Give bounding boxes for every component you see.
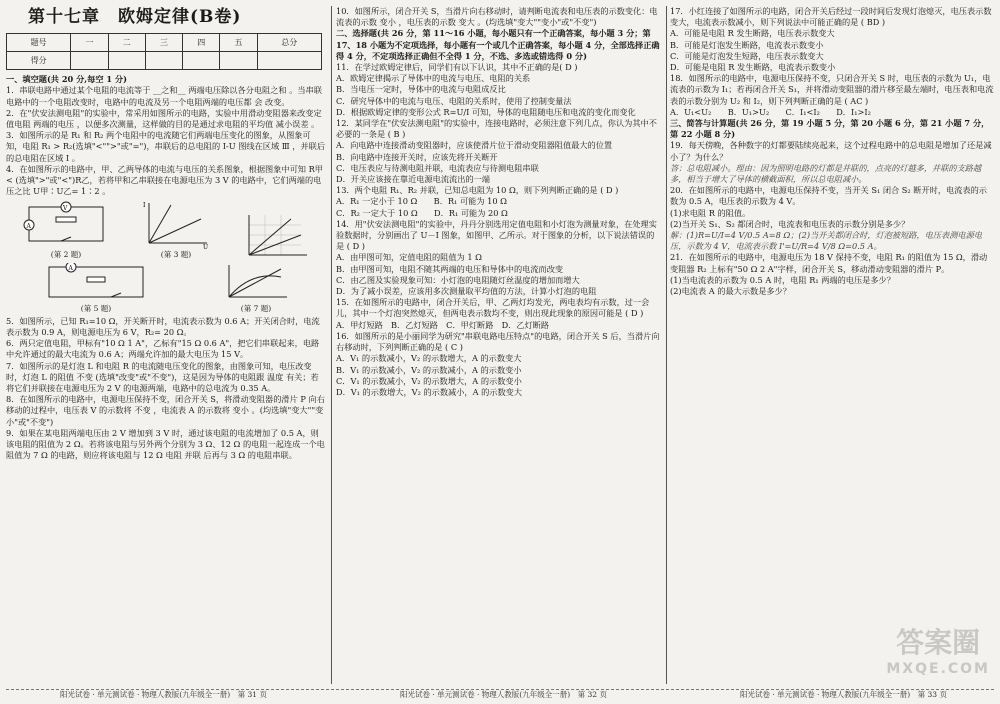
score-table: [6, 33, 322, 70]
question-text: B．当电压一定时，导体中的电流与电阻成反比: [336, 84, 506, 95]
footer-page-31: 阳光试卷 · 单元测试卷 · 物理人教版(九年级全一册) 第 31 页: [60, 690, 267, 699]
question-text: C．R₂ 一定大于 10 Ω D．R₁ 可能为 20 Ω: [336, 207, 508, 218]
question-text: D．开关应该接在靠近电源电流流出的一端: [336, 174, 490, 185]
question-text: 21．在如图所示的电路中，电源电压为 18 V 保持不变，电阻 R₁ 的阻值为 15 Ω，滑动变阻器 R₂ 上标有"50 Ω 2 A"字样，闭合开关 S，移动滑动变阻器的滑片 P。: [670, 252, 988, 274]
section-heading: 二、选择题(共 26 分，第 11～16 小题，每小题只有一个正确答案，每小题 3 分；第 17、18 小题为不定项选择，每小题有一个或几个正确答案，每小题 4 分，全部选择正确得 4 分，不定项选择正确但不全得 1 分，不选、多选或错选得 0 分): [336, 28, 660, 61]
figure-caption: (第 7 题): [240, 303, 272, 313]
question-text: D．为了减小误差，应该用多次测量取平均值的方法，计算小灯泡的电阻: [336, 286, 597, 297]
score-cell: 一: [71, 34, 108, 52]
watermark-text: 答案圈: [896, 626, 981, 659]
section-heading: 三、简答与计算题(共 26 分，第 19 小题 5 分，第 20 小题 6 分，第 21 小题 7 分，第 22 小题 8 分): [670, 118, 990, 140]
question-text: C．由乙图及实验现象可知：小灯泡的电阻随灯丝温度的增加而增大: [336, 274, 580, 285]
question-text: 7．如图所示的是灯泡 L 和电阻 R 的电流随电压变化的图象，由图象可知，电压改变时，灯泡 L 的阻值 不变 (选填"改变"或"不变")，这是因为导体的电阻跟 温度 有关；若将它们并联接在电源电压为 2 V 的电源两端，电路中的总电流为 0.35 A。: [6, 360, 319, 394]
column-2: [336, 6, 661, 684]
watermark-logo: [886, 626, 990, 682]
question-text: D．可能是电阻 R 发生断路，电流表示数变小: [670, 62, 836, 73]
figure-caption: (第 2 题): [50, 250, 82, 260]
column-1-questions: [6, 74, 326, 197]
watermark-url: MXQE.COM: [886, 661, 990, 677]
figure-4-graph: [241, 211, 311, 261]
footer-page-33: 阳光试卷 · 单元测试卷 · 物理人教版(九年级全一册) 第 33 页: [740, 690, 947, 699]
question-text: 8．在如图所示的电路中，电源电压保持不变，闭合开关 S，将滑动变阻器的滑片 P 向右移动的过程中，电压表 V 的示数将 不变 ，电流表 A 的示数将 变小 。(均选填"变大""变小"或"不变"): [6, 394, 325, 427]
question-text: 20．在如图所示的电路中，电源电压保持不变，当开关 S₁ 闭合 S₂ 断开时，电流表的示数为 0.5 A，电压表的示数为 4 V。: [670, 185, 987, 207]
svg-text:A: A: [26, 223, 31, 231]
question-text: C．电压表应与待测电阻并联，电流表应与待测电阻串联: [336, 162, 539, 173]
question-text: A．可能是电阻 R 发生断路，电压表示数变大: [670, 28, 835, 39]
question-text: 1．串联电路中通过某个电阻的电流等于 __之和__ 两端电压除以各分电阻之和 。当串联电路中的一个电阻改变时，电路中的电流及另一个电阻两端的电压都 会 改变。: [6, 85, 322, 107]
question-text: D．V₁ 的示数增大，V₂ 的示数减小，A 的示数变大: [336, 386, 523, 397]
svg-text:U: U: [203, 244, 209, 250]
question-text: 5．如图所示，已知 R₁=10 Ω，开关断开时，电流表示数为 0.6 A；开关闭合时，电流表示数为 0.9 A，则电源电压为 6 V，R₂= 20 Ω。: [6, 315, 320, 338]
score-cell: 题号: [7, 34, 71, 52]
score-cell: 五: [220, 34, 257, 52]
iu-graph-icon: [241, 211, 311, 261]
question-text: 16．如图所示的是小丽同学为研究"串联电路电压特点"的电路，闭合开关 S 后，当滑片向右移动时，下列判断正确的是 ( C ): [336, 330, 660, 353]
question-text: 2．在"伏安法测电阻"的实验中，常采用如图所示的电路，实验中用滑动变阻器来改变定值电阻 两端的电压 ，以便多次测量，这样做的目的是通过求电阻的平均值 减小误差 。: [6, 107, 322, 130]
question-text: 11．在学过欧姆定律后，同学们有以下认识，其中不正确的是( D ): [336, 62, 578, 73]
footer-page-32: 阳光试卷 · 单元测试卷 · 物理人教版(九年级全一册) 第 32 页: [400, 690, 607, 699]
question-text: A．由甲图可知，定值电阻的阻值为 1 Ω: [336, 252, 482, 263]
score-cell[interactable]: [183, 52, 220, 70]
question-text: A．甲灯短路 B．乙灯短路 C．甲灯断路 D．乙灯断路: [336, 319, 550, 330]
score-cell: 得分: [7, 52, 71, 70]
score-cell: 总分: [257, 34, 321, 52]
question-text: A．向电路中连接滑动变阻器时，应该使滑片位于滑动变阻器阻值最大的位置: [336, 140, 613, 151]
figure-3: [141, 199, 211, 260]
question-text: 9．如果在某电阻两端电压由 2 V 增加到 3 V 时，通过该电阻的电流增加了 0.5 A，则该电阻的阻值为 2 Ω。若将该电阻与另外两个分别为 3 Ω、12 Ω 的电阻一起连成一个电阻值为 7 Ω 的电路，则应将该电阻与 12 Ω 电阻 并联 后再与 3 Ω 的电阻串联。: [6, 427, 325, 461]
question-text: (2)电流表 A 的最大示数是多少？: [670, 286, 791, 297]
question-text: (1)当电流表的示数为 0.5 A 时，电阻 R₁ 两端的电压是多少？: [670, 274, 895, 285]
column-2-questions: [336, 6, 661, 398]
column-divider: [666, 6, 667, 684]
score-cell: 二: [108, 34, 145, 52]
column-1-questions-b: [6, 316, 326, 462]
figure-5: [41, 263, 151, 314]
question-text: D．根据欧姆定律的变形公式 R=U/I 可知，导体的电阻随电压和电流的变化而变化: [336, 106, 636, 117]
question-text: A．V₁ 的示数减小，V₂ 的示数增大，A 的示数变大: [336, 353, 522, 364]
column-divider: [331, 6, 332, 684]
question-text: B．V₁ 的示数减小，V₂ 的示数减小，A 的示数变小: [336, 364, 522, 375]
question-text: (1)求电阻 R 的阻值。: [670, 207, 751, 218]
section-heading: 一、填空题(共 20 分,每空 1 分): [6, 74, 127, 85]
column-3-questions: [670, 6, 995, 297]
score-cell: 四: [183, 34, 220, 52]
page-title: 第十七章 欧姆定律(B卷): [28, 7, 242, 27]
question-text: B．可能是灯泡发生断路，电流表示数变小: [670, 39, 824, 50]
question-text: 6．两只定值电阻，甲标有"10 Ω 1 A"，乙标有"15 Ω 0.6 A"，把它们串联起来，电路中允许通过的最大电流为 0.6 A；两端允许加的最大电压为 15 V。: [6, 338, 320, 360]
svg-text:V: V: [63, 205, 68, 213]
question-text: B．由甲图可知，电阻不随其两端的电压和导体中的电流而改变: [336, 263, 564, 274]
question-text: 10．如图所示，闭合开关 S，当滑片向右移动时，请判断电流表和电压表的示数变化：电流表的示数 变小 ，电压表的示数 变大 。(均选填"变大""变小"或"不变"): [336, 6, 658, 28]
answer-text: 解：(1)R=U/I=4 V/0.5 A=8 Ω；(2)当开关都闭合时，灯泡被短路，电压表测电源电压，示数为 4 V，电流表示数 I'=U/R=4 V/8 Ω=0.5 A。: [670, 230, 982, 252]
question-text: 19．每天傍晚，各种数字的灯都要陆续亮起来，这个过程电路中的总电阻是增加了还是减小了？为什么？: [670, 140, 992, 162]
question-text: A．R₁ 一定小于 10 Ω B．R₁ 可能为 10 Ω: [336, 196, 507, 207]
figure-row-2: [6, 263, 326, 314]
score-table-header-row: [7, 34, 322, 52]
figure-2: [21, 201, 111, 260]
question-text: 17．小红连接了如图所示的电路，闭合开关后经过一段时间后发现灯泡熄灭，电压表示数变大，电流表示数减小，则下列说法中可能正确的是 ( BD ): [670, 6, 992, 28]
question-text: A．U₁<U₂ B．U₁>U₂ C．I₁<I₂ D．I₁>I₂: [670, 106, 871, 117]
question-text: C．研究导体中的电流与电压、电阻的关系时，使用了控制变量法: [336, 95, 572, 106]
score-cell[interactable]: [108, 52, 145, 70]
question-text: (2)当开关 S₁、S₂ 都闭合时，电流表和电压表的示数分别是多少？: [670, 218, 910, 229]
svg-text:I: I: [143, 202, 146, 210]
question-text: 13．两个电阻 R₁、R₂ 并联，已知总电阻为 10 Ω，则下列判断正确的是 ( D ): [336, 185, 619, 196]
score-cell: 三: [145, 34, 182, 52]
column-1: [6, 6, 326, 684]
question-text: 18．如图所示的电路中，电源电压保持不变，只闭合开关 S 时，电压表的示数为 U₁，电流表的示数为 I₁；若再闭合开关 S₁，并将滑动变阻器的滑片移至最左端时，电压表和电流表的示数分别为 U₂ 和 I₂，则下列判断正确的是 ( AC ): [670, 73, 994, 106]
question-text: C．可能是灯泡发生短路，电压表示数变大: [670, 50, 824, 61]
question-text: C．V₁ 的示数减小，V₂ 的示数增大，A 的示数变小: [336, 375, 522, 386]
figure-row-1: [6, 199, 326, 260]
question-text: 14．用"伏安法测电阻"的实验中，丹丹分别选用定值电阻和小灯泡为测量对象，在处理实验数据时，分别画出了 U－I 图象，如图甲、乙所示。对于图象的分析，以下说法错误的是 ( D ): [336, 218, 657, 252]
circuit-diagram-icon: [21, 201, 111, 249]
figure-7: [221, 263, 291, 314]
svg-text:A: A: [68, 264, 73, 272]
iu-graph-icon: [221, 263, 291, 303]
answer-text: 答：总电阻减小。理由：因为照明电路的灯都是并联的，点亮的灯越多，并联的支路越多，相当于增大了导体的横截面积，所以总电阻减小。: [670, 162, 982, 185]
circuit-diagram-icon: [41, 263, 151, 303]
question-text: B．向电路中连接开关时，应该先将开关断开: [336, 151, 498, 162]
score-cell[interactable]: [257, 52, 321, 70]
score-cell[interactable]: [71, 52, 108, 70]
question-text: 4．在如图所示的电路中，甲、乙两导体的电流与电压的关系图象，根据图象中可知 R甲 < (选填">"或"<")R乙，若将甲和乙串联接在电源电压为 3 V 的电路中，它们两端的电压之比 U甲∶U乙= 1∶2 。: [6, 163, 323, 197]
score-cell[interactable]: [220, 52, 257, 70]
iu-graph-icon: [141, 199, 211, 249]
question-text: 15．在如图所示的电路中，闭合开关后，甲、乙两灯均发光，两电表均有示数，过一会儿，其中一个灯泡突然熄灭，但两电表示数均不变，则出现此现象的原因可能是 ( D ): [336, 297, 650, 319]
score-cell[interactable]: [145, 52, 182, 70]
question-text: 12．某同学在"伏安法测电阻"的实验中，连接电路时，必须注意下列几点，你认为其中不必要的一条是 ( B ): [336, 118, 657, 140]
score-table-score-row: [7, 52, 322, 70]
figure-caption: (第 5 题): [80, 303, 112, 313]
question-text: 3．如图所示的是 R₁ 和 R₂ 两个电阻中的电流随它们两端电压变化的图象，从图象可知，电阻 R₁ > R₂(选填"<"">"或"=")，串联后的总电阻的 I-U 图线在区域 Ⅲ ，并联后的总电阻在区域 Ⅰ 。: [6, 130, 326, 163]
question-text: A．欧姆定律揭示了导体中的电流与电压、电阻的关系: [336, 73, 531, 84]
column-3: [670, 6, 995, 684]
figure-caption: (第 3 题): [160, 250, 192, 260]
